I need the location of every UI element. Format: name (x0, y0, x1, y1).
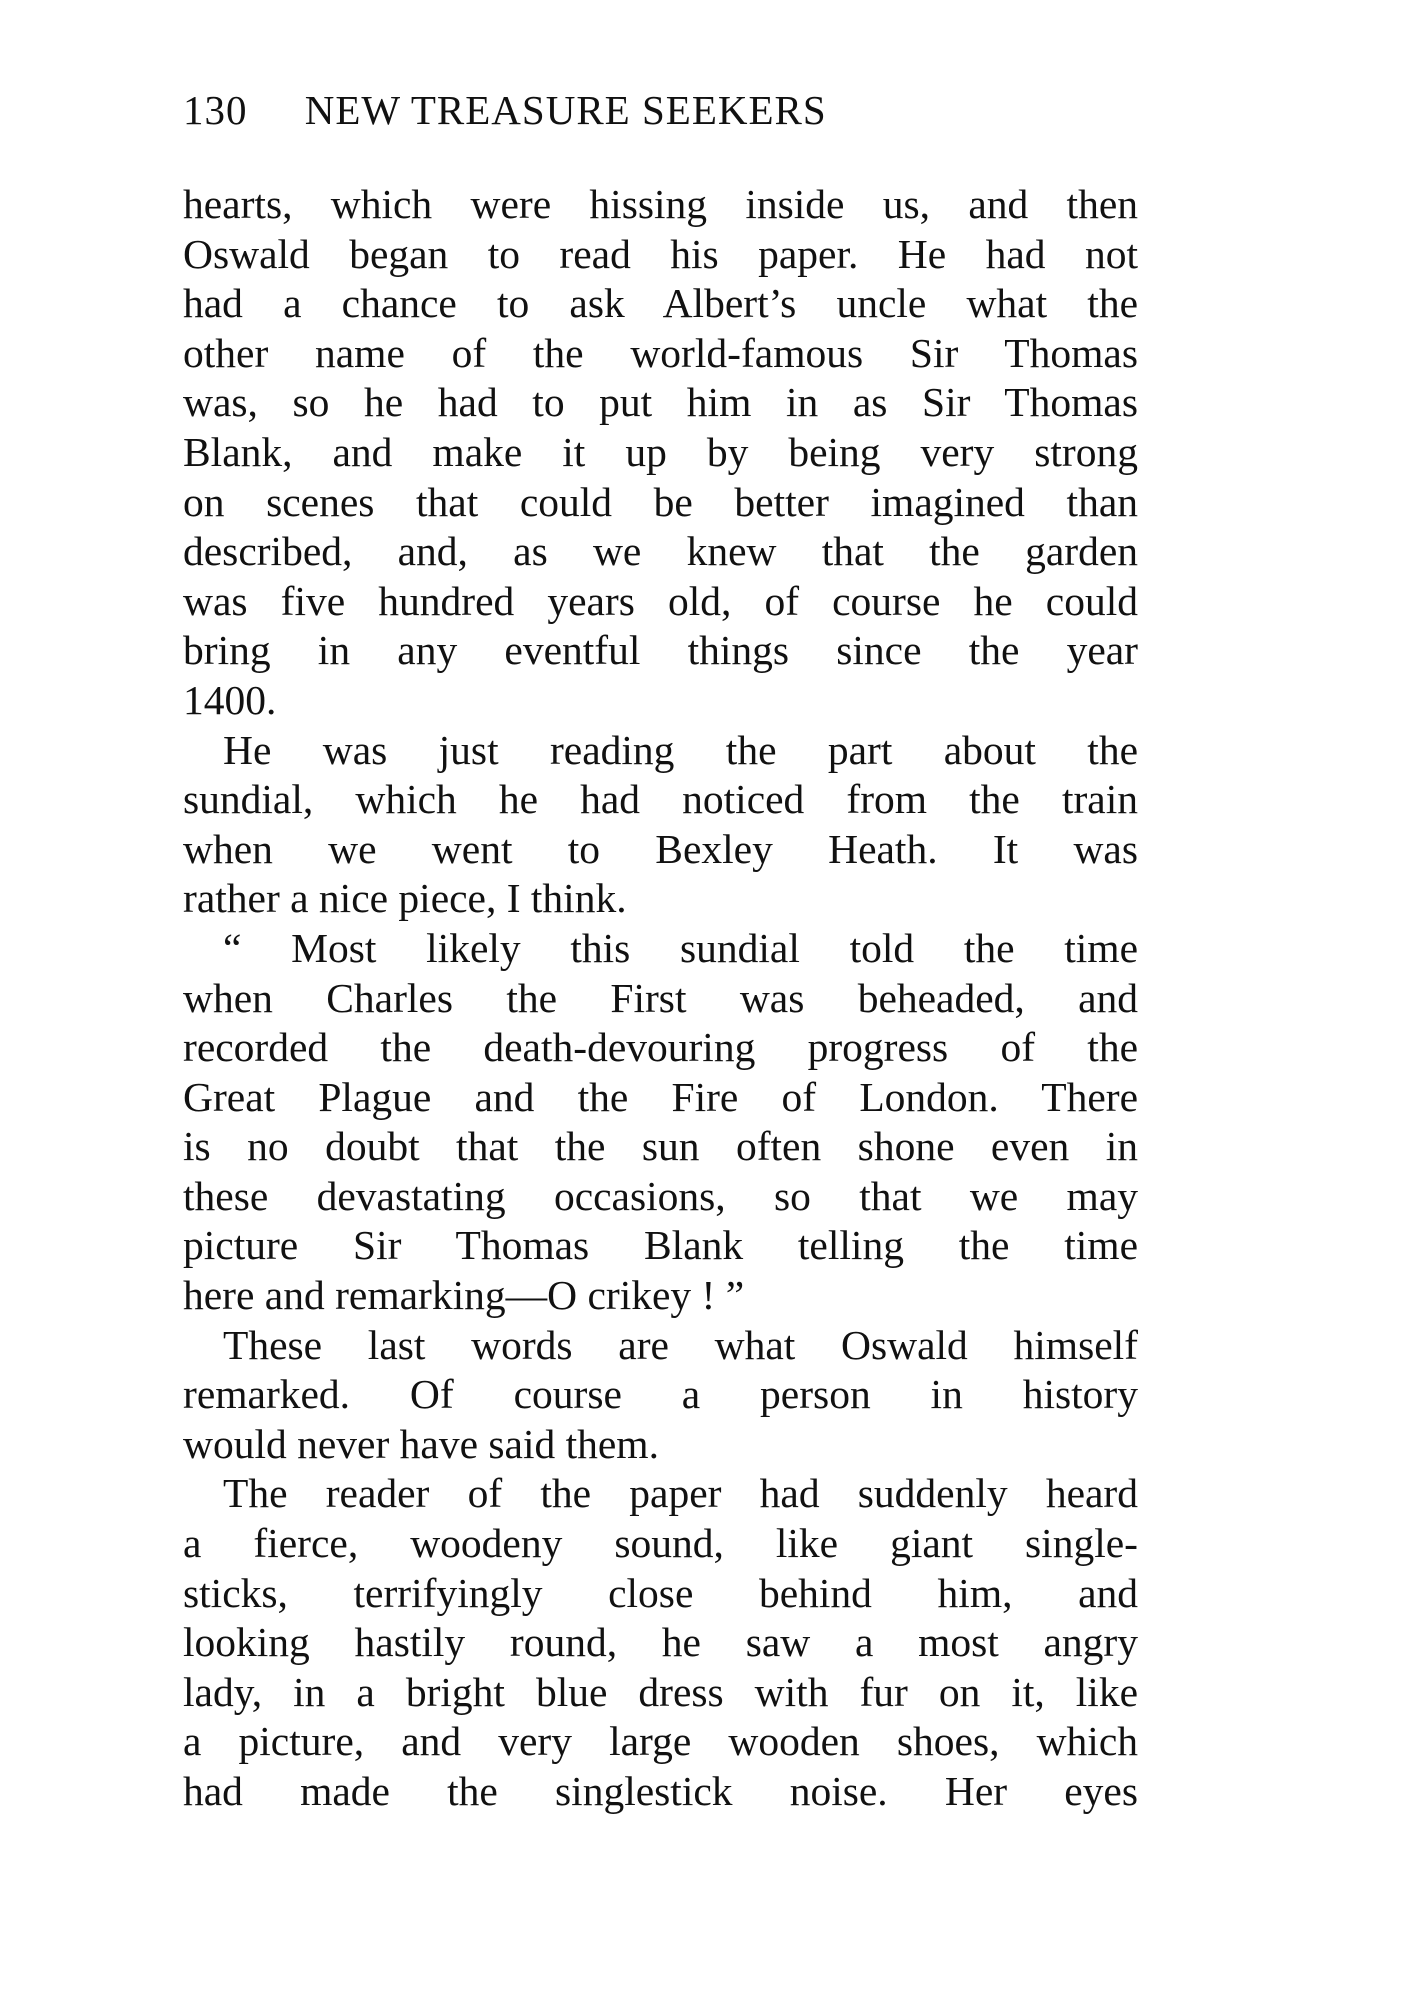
text-line: is no doubt that the sun often shone even in (183, 1123, 1138, 1170)
text-line: when we went to Bexley Heath. It was (183, 825, 1138, 872)
text-line: remarked. Of course a person in history (183, 1371, 1138, 1418)
text-line: on scenes that could be better imagined than (183, 478, 1138, 525)
text-line: sticks, terrifyingly close behind him, and (183, 1569, 1138, 1616)
page-body-text (183, 180, 1138, 1817)
text-line: other name of the world-famous Sir Thomas (183, 329, 1138, 376)
text-line: Blank, and make it up by being very strong (183, 428, 1138, 475)
text-line: picture Sir Thomas Blank telling the time (183, 1222, 1138, 1269)
text-line: had made the singlestick noise. Her eyes (183, 1768, 1138, 1814)
text-line: Great Plague and the Fire of London. There (183, 1073, 1138, 1120)
text-line: was, so he had to put him in as Sir Thomas (183, 379, 1138, 426)
running-header (183, 86, 827, 134)
page-number: 130 (183, 87, 248, 133)
text-line: He was just reading the part about the (223, 726, 1138, 773)
text-line: had a chance to ask Albert’s uncle what the (183, 280, 1138, 327)
text-line: These last words are what Oswald himself (223, 1321, 1138, 1368)
text-line: hearts, which were hissing inside us, and then (183, 181, 1138, 227)
text-line: rather a nice piece, I think. (183, 875, 627, 922)
text-line: sundial, which he had noticed from the train (183, 776, 1138, 823)
text-line: Oswald began to read his paper. He had not (183, 230, 1138, 277)
text-line: was five hundred years old, of course he could (183, 577, 1138, 624)
text-line: recorded the death-devouring progress of the (183, 1024, 1138, 1071)
text-line: a picture, and very large wooden shoes, which (183, 1718, 1138, 1765)
text-line: these devastating occasions, so that we may (183, 1172, 1138, 1219)
text-line: here and remarking—O crikey ! ” (183, 1272, 745, 1319)
text-line: when Charles the First was beheaded, and (183, 974, 1138, 1021)
text-line: would never have said them. (183, 1420, 659, 1467)
text-line: looking hastily round, he saw a most angry (183, 1619, 1138, 1666)
text-line: a fierce, woodeny sound, like giant single- (183, 1520, 1138, 1567)
text-line: The reader of the paper had suddenly heard (223, 1470, 1138, 1517)
text-line: lady, in a bright blue dress with fur on it, like (183, 1668, 1138, 1715)
running-title: NEW TREASURE SEEKERS (304, 87, 827, 133)
text-line: 1400. (183, 676, 277, 723)
text-line: described, and, as we knew that the garden (183, 528, 1138, 575)
text-line: “ Most likely this sundial told the time (223, 924, 1138, 971)
text-line: bring in any eventful things since the year (183, 627, 1138, 674)
